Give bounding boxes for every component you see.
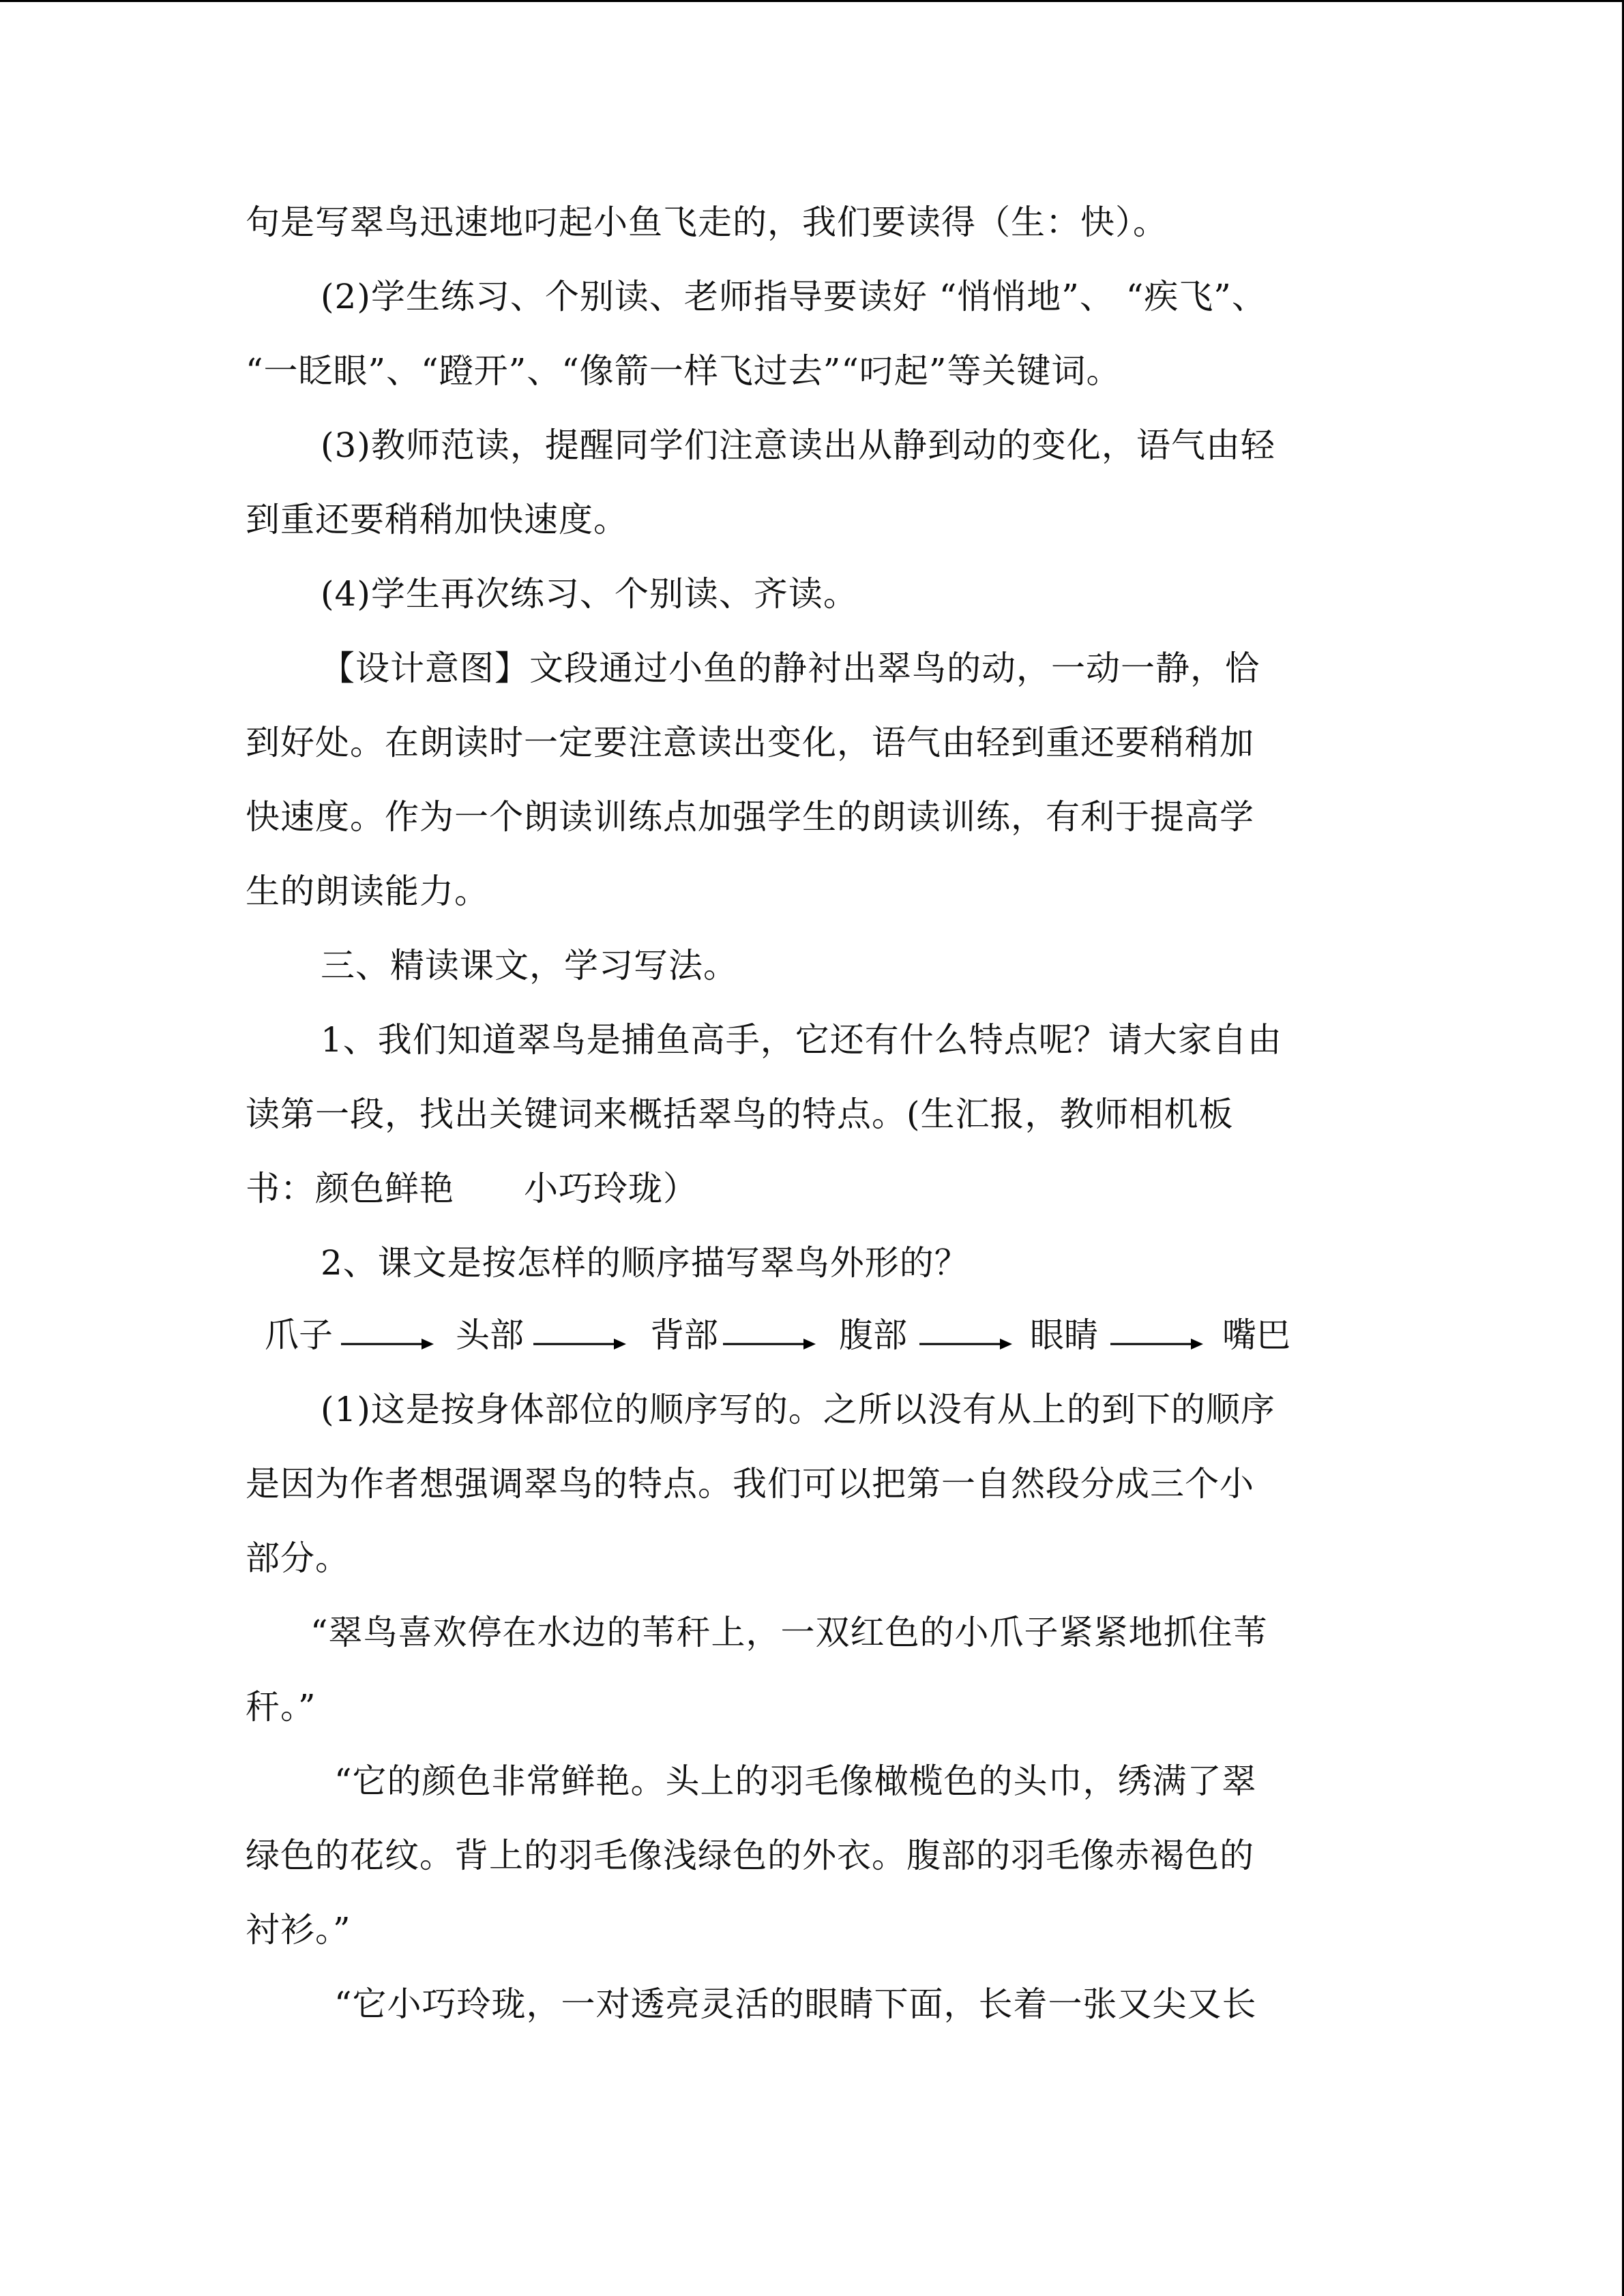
- section-heading: 三、精读课文，学习写法。: [321, 946, 738, 985]
- quote-line: “翠鸟喜欢停在水边的苇秆上，一双红色的小爪子紧紧地抓住苇: [310, 1613, 1268, 1652]
- text-line: (2)学生练习、个别读、老师指导要读好 “悄悄地”、 “疾飞”、: [321, 277, 1267, 316]
- quote-line: 绿色的花纹。背上的羽毛像浅绿色的外衣。腹部的羽毛像赤褐色的: [246, 1836, 1254, 1875]
- arrow-right-icon: [340, 1315, 435, 1365]
- text-line: (1)这是按身体部位的顺序写的。之所以没有从上的到下的顺序: [321, 1390, 1275, 1429]
- quote-line: “它小巧玲珑，一对透亮灵活的眼睛下面，长着一张又尖又长: [334, 1984, 1257, 2024]
- text-line: 【设计意图】文段通过小鱼的静衬出翠鸟的动，一动一静，恰: [321, 648, 1260, 688]
- text-line: 到重还要稍稍加快速度。: [246, 500, 628, 539]
- text-line: 读第一段，找出关键词来概括翠鸟的特点。(生汇报，教师相机板: [246, 1094, 1234, 1134]
- text-line: 到好处。在朗读时一定要注意读出变化，语气由轻到重还要稍稍加: [246, 723, 1254, 762]
- text-line: 句是写翠鸟迅速地叼起小鱼飞走的，我们要读得（生：快）。: [246, 203, 1168, 242]
- text-line: 书：颜色鲜艳 小巧玲珑）: [246, 1169, 698, 1208]
- sequence-term: 背部: [650, 1315, 718, 1355]
- text-line: 部分。: [246, 1538, 350, 1578]
- sequence-term: 嘴巴: [1222, 1315, 1290, 1355]
- sequence-term: 爪子: [265, 1315, 333, 1355]
- quote-line: 衬衫。”: [246, 1910, 351, 1950]
- text-line: 2、课文是按怎样的顺序描写翠鸟外形的？: [321, 1243, 969, 1283]
- arrow-right-icon: [722, 1315, 817, 1365]
- text-line: 是因为作者想强调翠鸟的特点。我们可以把第一自然段分成三个小: [246, 1464, 1254, 1504]
- sequence-term: 眼睛: [1030, 1315, 1098, 1355]
- arrow-right-icon: [532, 1315, 628, 1365]
- text-line: 快速度。作为一个朗读训练点加强学生的朗读训练，有利于提高学: [246, 797, 1254, 837]
- text-line: 1、我们知道翠鸟是捕鱼高手，它还有什么特点呢？请大家自由: [321, 1020, 1282, 1060]
- text-line: 生的朗读能力。: [246, 871, 489, 911]
- quote-line: 秆。”: [246, 1687, 316, 1727]
- sequence-term: 头部: [456, 1315, 524, 1355]
- arrow-right-icon: [918, 1315, 1014, 1365]
- text-line: (3)教师范读，提醒同学们注意读出从静到动的变化，语气由轻: [321, 426, 1275, 465]
- text-line: “一眨眼”、“蹬开”、“像箭一样飞过去”“叼起”等关键词。: [246, 351, 1121, 391]
- sequence-term: 腹部: [839, 1315, 907, 1355]
- body-parts-sequence: [265, 1315, 1390, 1356]
- quote-line: “它的颜色非常鲜艳。头上的羽毛像橄榄色的头巾，绣满了翠: [334, 1761, 1257, 1801]
- arrow-right-icon: [1109, 1315, 1205, 1365]
- text-line: (4)学生再次练习、个别读、齐读。: [321, 574, 858, 614]
